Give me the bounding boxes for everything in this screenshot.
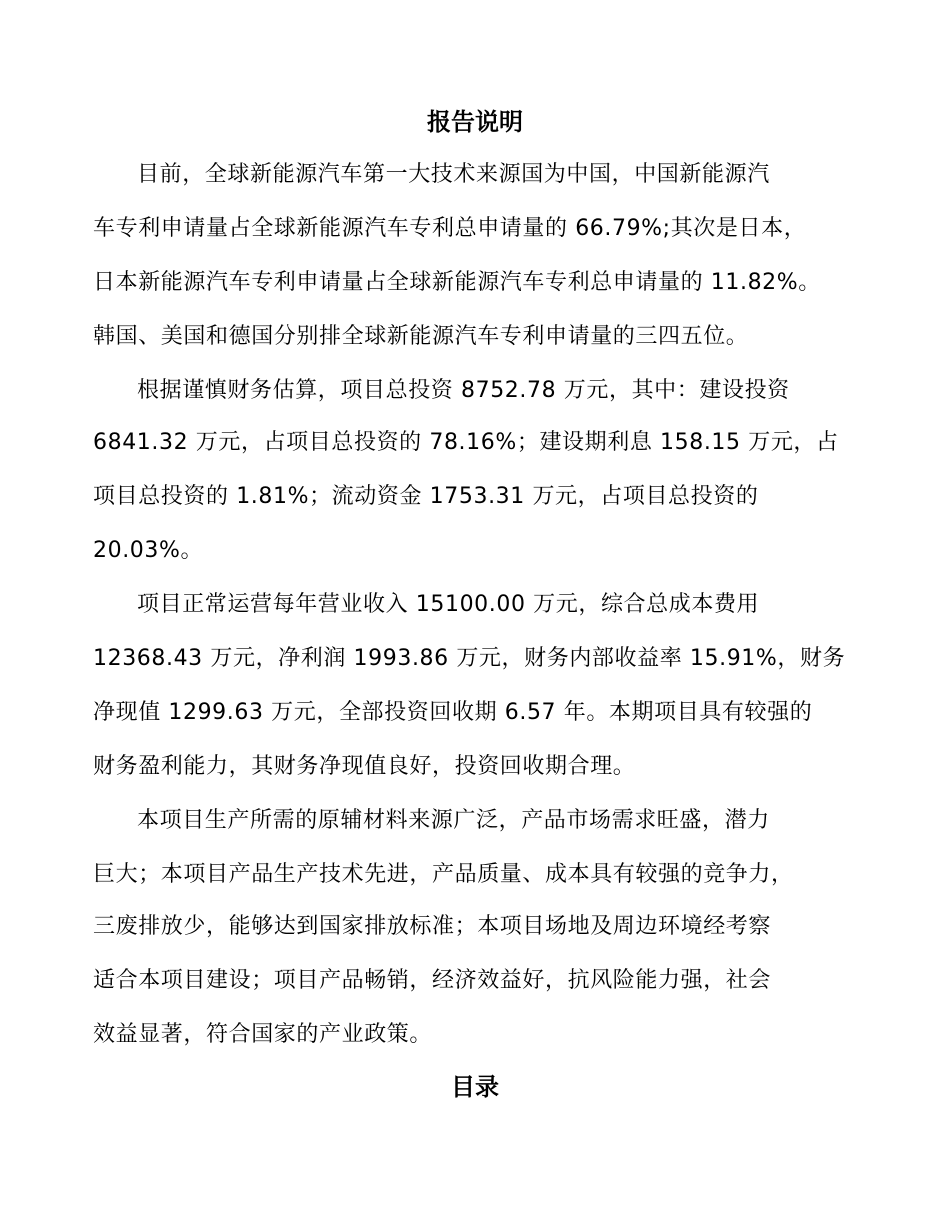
paragraph-2-line-4: 20.03%。: [93, 538, 204, 563]
paragraph-3-line-1: 项目正常运营每年营业收入 15100.00 万元，综合总成本费用: [137, 592, 760, 617]
paragraph-1-line-4: 韩国、美国和德国分别排全球新能源汽车专利申请量的三四五位。: [93, 324, 749, 349]
paragraph-2-line-3: 项目总投资的 1.81%；流动资金 1753.31 万元，占项目总投资的: [93, 484, 759, 509]
paragraph-3-line-2: 12368.43 万元，净利润 1993.86 万元，财务内部收益率 15.91%，财务: [93, 646, 846, 671]
paragraph-1-line-3: 日本新能源汽车专利申请量占全球新能源汽车专利总申请量的 11.82%。: [93, 270, 821, 295]
paragraph-2-line-2: 6841.32 万元，占项目总投资的 78.16%；建设期利息 158.15 万元，占: [93, 430, 839, 455]
paragraph-4-line-3: 三废排放少，能够达到国家排放标准；本项目场地及周边环境经考察: [93, 914, 772, 939]
paragraph-3-line-3: 净现值 1299.63 万元，全部投资回收期 6.57 年。本期项目具有较强的: [93, 700, 813, 725]
paragraph-2-line-1: 根据谨慎财务估算，项目总投资 8752.78 万元，其中：建设投资: [137, 378, 790, 403]
paragraph-1-line-1: 目前，全球新能源汽车第一大技术来源国为中国，中国新能源汽: [137, 162, 770, 187]
toc-title: 目录: [451, 1073, 499, 1101]
paragraph-3-line-4: 财务盈利能力，其财务净现值良好，投资回收期合理。: [93, 754, 636, 779]
paragraph-1-line-2: 车专利申请量占全球新能源汽车专利总申请量的 66.79%;其次是日本，: [93, 216, 807, 241]
paragraph-4-line-2: 巨大；本项目产品生产技术先进，产品质量、成本具有较强的竞争力，: [93, 862, 794, 887]
paragraph-4-line-1: 本项目生产所需的原辅材料来源广泛，产品市场需求旺盛，潜力: [137, 808, 770, 833]
paragraph-4-line-4: 适合本项目建设；项目产品畅销，经济效益好，抗风险能力强，社会: [93, 968, 772, 993]
paragraph-4-line-5: 效益显著，符合国家的产业政策。: [93, 1022, 433, 1047]
report-title: 报告说明: [427, 108, 523, 136]
